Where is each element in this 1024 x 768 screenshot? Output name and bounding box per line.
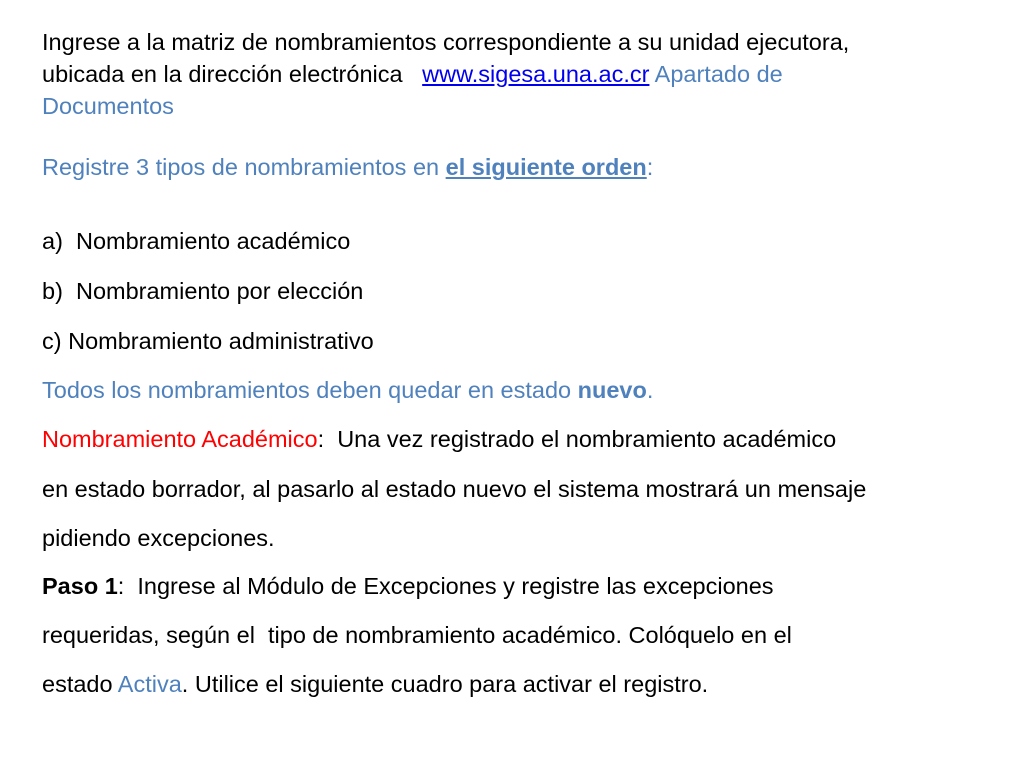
academic-heading: Nombramiento Académico bbox=[42, 426, 318, 452]
intro-line-3: Documentos bbox=[42, 93, 174, 119]
list-marker: a) bbox=[42, 228, 63, 254]
step1-line-1-rest: Ingrese al Módulo de Excepciones y registre las excepciones bbox=[124, 573, 774, 599]
status-note-state: nuevo bbox=[577, 377, 647, 403]
list-item-c bbox=[42, 328, 374, 355]
academic-colon: : bbox=[317, 426, 325, 452]
status-note-end: . bbox=[646, 377, 654, 403]
status-note-text: Todos los nombramientos deben quedar en estado bbox=[42, 377, 578, 403]
step1-line-3-start: estado bbox=[42, 671, 118, 697]
step1-line-1 bbox=[42, 573, 774, 600]
step1-line-3 bbox=[42, 671, 708, 698]
sigesa-link[interactable]: www.sigesa.una.ac.cr bbox=[422, 61, 650, 87]
academic-line-2: en estado borrador, al pasarlo al estado nuevo el sistema mostrará un mensaje bbox=[42, 476, 867, 502]
order-text: Registre 3 tipos de nombramientos en bbox=[42, 154, 446, 180]
apartado-text: Apartado de bbox=[649, 61, 783, 87]
academic-line-1-rest: Una vez registrado el nombramiento académico bbox=[324, 426, 837, 452]
intro-line-1: Ingrese a la matriz de nombramientos correspondiente a su unidad ejecutora, bbox=[42, 29, 850, 55]
list-label: Nombramiento académico bbox=[75, 228, 351, 254]
step1-label: Paso 1 bbox=[42, 573, 118, 599]
intro-line-2 bbox=[42, 58, 849, 90]
status-note bbox=[42, 377, 653, 404]
academic-line-3: pidiendo excepciones. bbox=[42, 525, 275, 551]
list-marker: b) bbox=[42, 278, 63, 304]
step1-line-2: requeridas, según el tipo de nombramiento académico. Colóquelo en el bbox=[42, 622, 792, 648]
order-colon: : bbox=[646, 154, 654, 180]
list-marker: c) bbox=[42, 328, 62, 354]
step1-line-3-end: . Utilice el siguiente cuadro para activar el registro. bbox=[181, 671, 709, 697]
intro-line-2-text: ubicada en la dirección electrónica bbox=[42, 61, 403, 87]
slide-content bbox=[42, 0, 1012, 768]
list-item-a bbox=[42, 228, 350, 255]
intro-paragraph bbox=[42, 26, 849, 122]
order-paragraph bbox=[42, 154, 653, 181]
list-label: Nombramiento administrativo bbox=[68, 328, 374, 354]
list-item-b bbox=[42, 278, 363, 305]
step1-state: Activa bbox=[117, 671, 182, 697]
academic-line-1 bbox=[42, 426, 836, 453]
list-label: Nombramiento por elección bbox=[75, 278, 364, 304]
order-emphasis: el siguiente orden bbox=[445, 154, 647, 180]
step1-colon: : bbox=[117, 573, 125, 599]
